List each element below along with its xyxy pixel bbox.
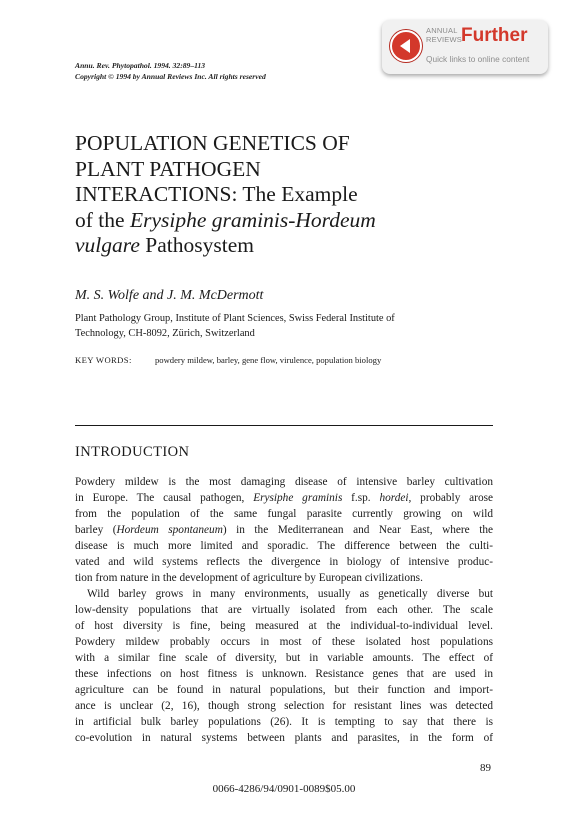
authors: M. S. Wolfe and J. M. McDermott (75, 288, 264, 303)
paragraph-1-line: in Europe. The causal pathogen, Erysiphe graminis f.sp. hordei, probably arose (75, 492, 493, 504)
article-title (75, 131, 505, 259)
paragraph-1-line: Powdery mildew is the most damaging disease of intensive barley cultivation (75, 476, 493, 488)
keywords-label: KEY WORDS: (75, 355, 132, 365)
body-text (75, 474, 493, 746)
paragraph-1-line: barley (Hordeum spontaneum) in the Mediterranean and Near East, where the (75, 524, 493, 536)
title-line-5: vulgare Pathosystem (75, 233, 254, 257)
further-badge-reviews: REVIEWS (426, 34, 462, 44)
left-arrow-circle-icon[interactable] (390, 30, 422, 62)
copyright-line: Copyright © 1994 by Annual Reviews Inc. All rights reserved (75, 72, 266, 81)
further-badge-annual-reviews (426, 27, 462, 44)
paragraph-1-line: disease is much more limited and sporadic. The difference between the culti- (75, 540, 493, 552)
section-heading: INTRODUCTION (75, 444, 190, 460)
paragraph-2-line: agriculture can be found in natural populations, but their function and import- (75, 684, 493, 696)
left-arrow-glyph (392, 32, 420, 60)
paragraph-1-line: vated and wild systems reflects the divergence in biology of intensive produc- (75, 556, 493, 568)
paragraph-1-line: from the population of the same fungal parasite currently growing on wild (75, 508, 493, 520)
further-badge-annual: ANNUAL (426, 26, 458, 35)
page-number: 89 (480, 762, 491, 774)
paragraph-2-line: in artificial bulk barley populations (26). It is tempting to say that there is (75, 716, 493, 728)
title-line-4: of the Erysiphe graminis-Hordeum (75, 207, 376, 232)
paragraph-2-line: co-evolution in natural systems between plants and parasites, in the form of (75, 732, 493, 744)
journal-citation: Annu. Rev. Phytopathol. 1994. 32:89–113 (75, 61, 206, 70)
paragraph-2-line: with a similar fine scale of diversity, but in variable amounts. The effect of (75, 652, 493, 664)
title-line-1: POPULATION GENETICS OF (75, 131, 350, 155)
title-line-3: INTERACTIONS: The Example (75, 182, 358, 206)
further-badge-title[interactable]: Further (461, 25, 528, 46)
keywords: powdery mildew, barley, gene flow, virulence, population biology (155, 355, 382, 365)
paragraph-1-line: tion from nature in the development of agriculture by European civilizations. (75, 572, 423, 584)
paragraph-2-line: Wild barley grows in many environments, usually as genetically diverse but (87, 588, 493, 600)
journal-citation-block (75, 60, 266, 82)
title-line-2: PLANT PATHOGEN (75, 156, 261, 181)
further-badge-subtitle[interactable]: Quick links to online content (426, 54, 530, 64)
paragraph-2-line: ance is unclear (2, 16), though strong selection for resistant lines was detected (75, 700, 493, 712)
affiliation-line-2: Technology, CH-8092, Zürich, Switzerland (75, 328, 255, 339)
paragraph-2-line: low-density populations that are virtually isolated from each other. The scale (75, 604, 493, 616)
affiliation-line-1: Plant Pathology Group, Institute of Plant Sciences, Swiss Federal Institute of (75, 313, 395, 324)
paragraph-2-line: of host diversity is fine, being measured at the individual-to-individual level. (75, 620, 493, 632)
issn-footer: 0066-4286/94/0901-0089$05.00 (212, 783, 356, 795)
section-divider (75, 425, 493, 426)
paragraph-2-line: these infections on host fitness is unknown. Resistance genes that are used in (75, 668, 493, 680)
affiliation (75, 311, 505, 341)
paragraph-2-line: Powdery mildew probably occurs in most of these isolated host populations (75, 636, 493, 648)
